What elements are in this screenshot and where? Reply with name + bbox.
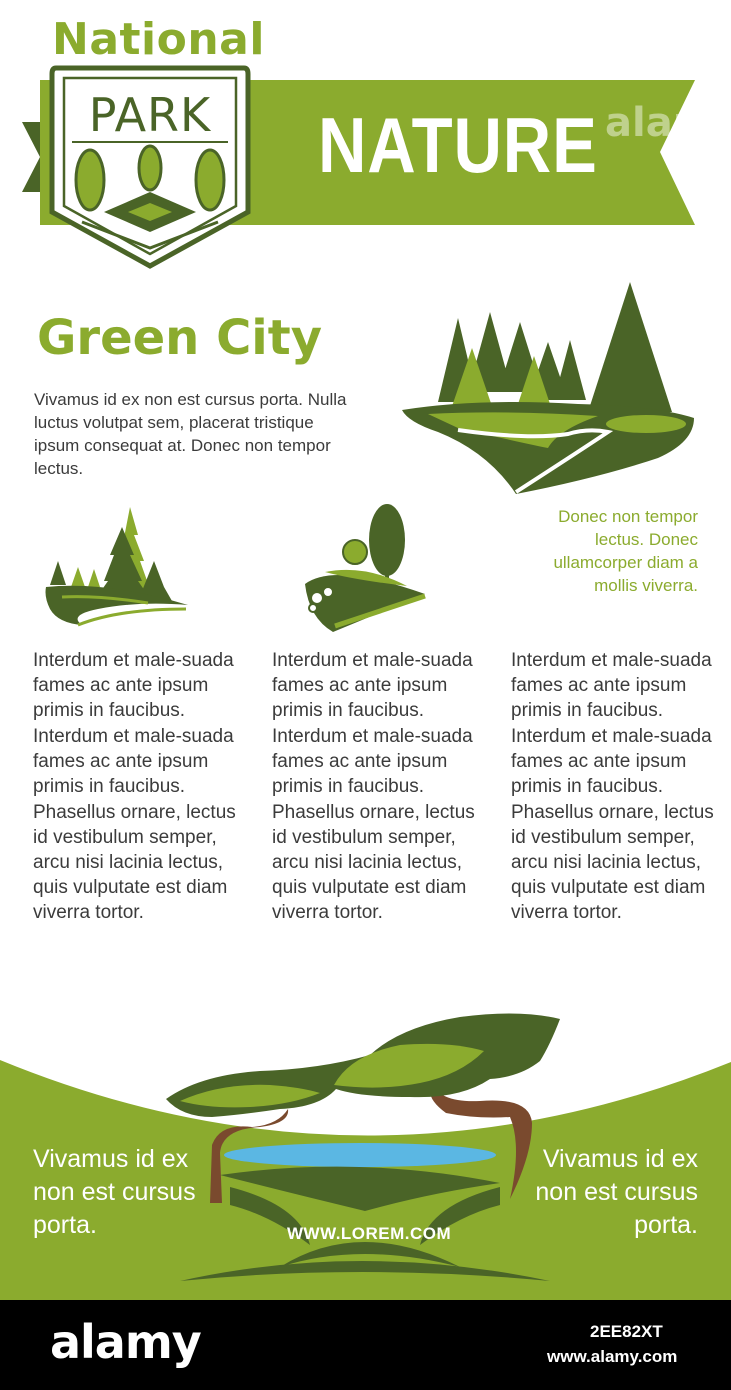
section-heading: Green City [37, 310, 322, 366]
park-field-icon [295, 500, 435, 638]
column-paragraph: Interdum et male-suada fames ac ante ipsum primis in faucibus. [272, 726, 473, 797]
header-title: National [52, 14, 265, 65]
text-column [33, 648, 238, 926]
side-note: Donec non tempor lectus. Donec ullamcorper diam a mollis viverra. [553, 507, 698, 595]
badge-label: PARK [88, 88, 212, 142]
text-column [511, 648, 716, 926]
forest-landscape-icon [398, 282, 698, 502]
column-paragraph: Phasellus ornare, lectus id vestibulum semper, arcu nisi lacinia lectus, quis vulputate est diam viverra tortor. [33, 802, 236, 923]
bottom-right-text: Vivamus id ex non est cursus porta. [535, 1145, 698, 1239]
column-paragraph: Interdum et male-suada fames ac ante ipsum primis in faucibus. [511, 650, 712, 721]
website-link[interactable]: WWW.LOREM.COM [287, 1224, 452, 1243]
column-paragraph: Interdum et male-suada fames ac ante ipsum primis in faucibus. [33, 650, 234, 721]
forest-path-icon [38, 505, 190, 630]
bottom-left-text: Vivamus id ex non est cursus porta. [33, 1145, 196, 1239]
text-column [272, 648, 477, 926]
tree-lake-icon [160, 1005, 570, 1295]
column-paragraph: Interdum et male-suada fames ac ante ipsum primis in faucibus. [33, 726, 234, 797]
column-paragraph: Phasellus ornare, lectus id vestibulum semper, arcu nisi lacinia lectus, quis vulputate est diam viverra tortor. [511, 802, 714, 923]
watermark-text: alar [605, 100, 693, 146]
column-paragraph: Interdum et male-suada fames ac ante ipsum primis in faucibus. [511, 726, 712, 797]
column-paragraph: Phasellus ornare, lectus id vestibulum semper, arcu nisi lacinia lectus, quis vulputate est diam viverra tortor. [272, 802, 475, 923]
footer-image-id: 2EE82XT [590, 1322, 663, 1341]
footer-site-link[interactable]: www.alamy.com [547, 1347, 678, 1366]
footer-logo: alamy [50, 1315, 201, 1369]
banner-title: NATURE [318, 101, 598, 189]
intro-text: Vivamus id ex non est cursus porta. Nulla luctus volutpat sem, placerat tristique ipsum consequat at. Donec non tempor lectus. [34, 390, 347, 478]
column-paragraph: Interdum et male-suada fames ac ante ipsum primis in faucibus. [272, 650, 473, 721]
